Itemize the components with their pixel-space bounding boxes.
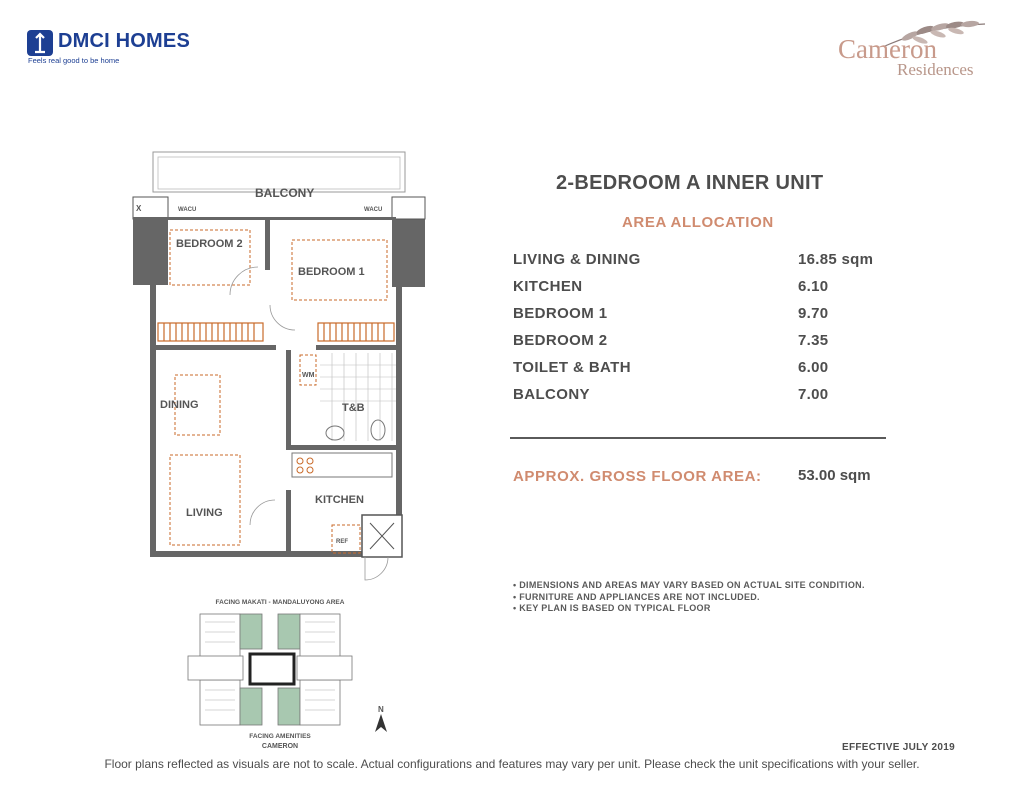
keyplan-bottom-label-1: FACING AMENITIES — [249, 733, 311, 740]
plan-label-x-mark: X — [136, 204, 142, 213]
area-value: 7.35 — [798, 332, 829, 349]
plan-label-bedroom2: BEDROOM 2 — [176, 238, 243, 250]
area-row — [513, 251, 883, 273]
area-value: 6.10 — [798, 278, 829, 295]
plan-label-bedroom1: BEDROOM 1 — [298, 266, 365, 278]
plan-label-dining: DINING — [160, 399, 199, 411]
north-label: N — [378, 705, 384, 714]
note-item: • DIMENSIONS AND AREAS MAY VARY BASED ON ACTUAL SITE CONDITION. — [513, 580, 865, 590]
plan-label-balcony: BALCONY — [255, 186, 315, 200]
gross-area-label: APPROX. GROSS FLOOR AREA: — [513, 468, 762, 485]
area-label: LIVING & DINING — [513, 251, 641, 268]
plan-label-kitchen: KITCHEN — [315, 494, 364, 506]
area-label: TOILET & BATH — [513, 359, 631, 376]
area-label: BEDROOM 1 — [513, 305, 608, 322]
keyplan-bottom-label-2: CAMERON — [261, 743, 299, 750]
plan-label-tb: T&B — [342, 402, 365, 414]
north-arrow-icon — [374, 714, 388, 734]
plan-label-wacu-left: WACU — [178, 207, 197, 213]
plan-label-wm: WM — [302, 372, 315, 379]
brand-tagline: Feels real good to be home — [28, 56, 120, 65]
area-label: KITCHEN — [513, 278, 583, 295]
area-label: BEDROOM 2 — [513, 332, 608, 349]
area-value: 7.00 — [798, 386, 829, 403]
project-subtitle: Residences — [897, 60, 974, 79]
plan-label-wacu-right: WACU — [364, 207, 383, 213]
area-value: 16.85 sqm — [798, 251, 874, 268]
key-plan — [180, 592, 384, 752]
area-value: 6.00 — [798, 359, 829, 376]
effective-date: EFFECTIVE JULY 2019 — [842, 742, 955, 753]
gross-area-value: 53.00 sqm — [798, 467, 871, 484]
divider — [510, 437, 886, 439]
area-heading: AREA ALLOCATION — [622, 214, 774, 231]
area-value: 9.70 — [798, 305, 829, 322]
project-name: Cameron — [838, 34, 937, 64]
keyplan-top-label: FACING MAKATI - MANDALUYONG AREA — [215, 599, 345, 606]
note-item: • KEY PLAN IS BASED ON TYPICAL FLOOR — [513, 603, 711, 613]
area-row — [513, 305, 883, 327]
plan-label-living: LIVING — [186, 507, 223, 519]
brand-name: DMCI HOMES — [58, 30, 190, 52]
floor-plan — [120, 145, 440, 590]
plan-label-ref: REF — [336, 539, 348, 545]
dmci-logo-icon — [27, 30, 53, 56]
note-item: • FURNITURE AND APPLIANCES ARE NOT INCLUDED. — [513, 591, 760, 602]
unit-title: 2-BEDROOM A INNER UNIT — [556, 172, 824, 194]
area-row — [513, 359, 883, 381]
notes-list — [513, 580, 865, 615]
area-row — [513, 278, 883, 300]
area-label: BALCONY — [513, 386, 590, 403]
disclaimer: Floor plans reflected as visuals are not to scale. Actual configurations and features may vary per unit. Please check the unit specifications with your seller. — [104, 757, 920, 771]
area-row — [513, 332, 883, 354]
area-row — [513, 386, 883, 408]
